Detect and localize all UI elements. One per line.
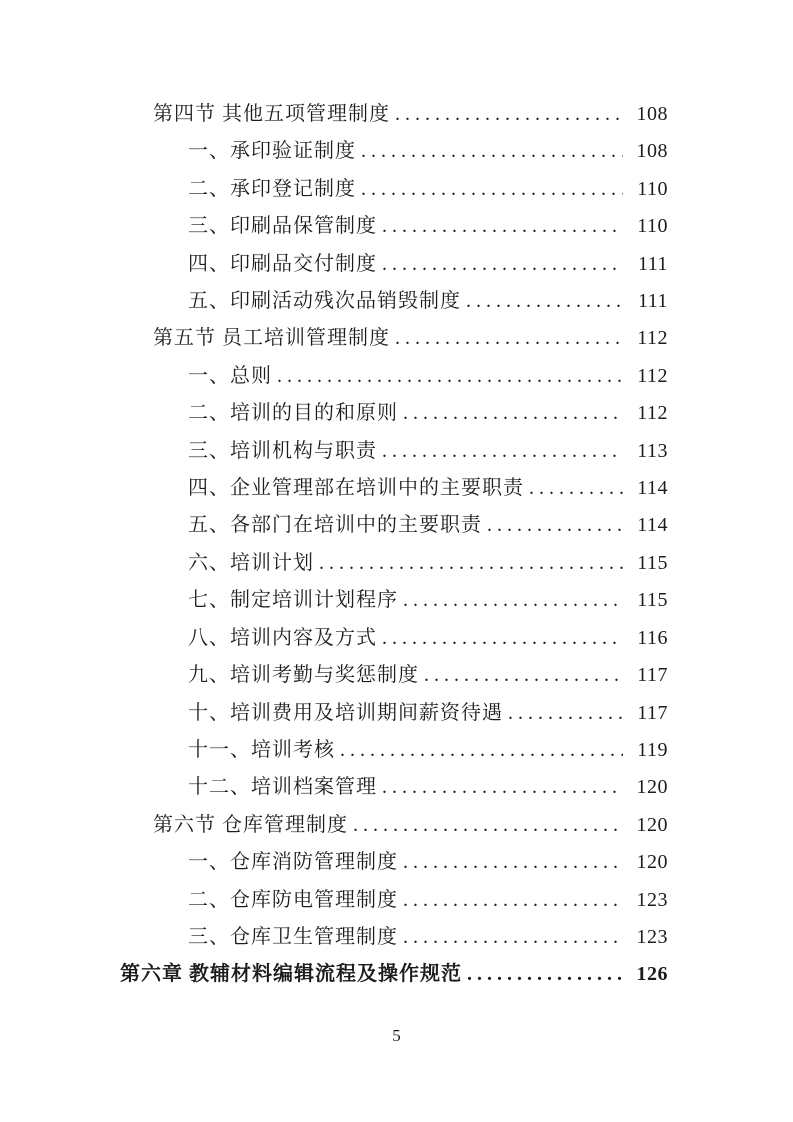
toc-entry-page-number: 114 — [637, 477, 668, 500]
dot-leader — [467, 956, 623, 993]
dot-leader — [382, 208, 623, 245]
toc-entry-page-number: 112 — [637, 327, 668, 350]
toc-entry — [120, 919, 668, 956]
toc-entry-title: 第六章 教辅材料编辑流程及操作规范 — [120, 963, 462, 986]
toc-entry — [120, 807, 668, 844]
toc-entry — [120, 246, 668, 283]
toc-entry-title: 六、培训计划 — [188, 551, 314, 574]
toc-entry-page-number: 114 — [637, 514, 668, 537]
toc-entry-page-number: 117 — [637, 664, 668, 687]
toc-entry — [120, 507, 668, 544]
toc-entry-title: 五、各部门在培训中的主要职责 — [188, 514, 482, 537]
toc-entry-page-number: 123 — [636, 925, 668, 948]
toc-entry-title: 二、仓库防电管理制度 — [188, 888, 398, 911]
toc-entry-title: 三、印刷品保管制度 — [188, 215, 377, 238]
toc-entry-page-number: 110 — [637, 177, 668, 200]
toc-entry — [120, 358, 668, 395]
toc-entry-title: 十、培训费用及培训期间薪资待遇 — [188, 701, 503, 724]
dot-leader — [403, 919, 623, 956]
dot-leader — [361, 171, 623, 208]
toc-entry — [120, 844, 668, 881]
dot-leader — [382, 769, 623, 806]
toc-entry-page-number: 112 — [637, 364, 668, 387]
toc-entry-title: 第四节 其他五项管理制度 — [153, 103, 390, 125]
toc-entry-page-number: 117 — [637, 701, 668, 724]
toc-entry — [120, 133, 668, 170]
dot-leader — [466, 283, 623, 320]
toc-entry-page-number: 112 — [637, 402, 668, 425]
dot-leader — [395, 96, 623, 133]
dot-leader — [382, 246, 623, 283]
toc-entry — [120, 582, 668, 619]
toc-entry-title: 第六节 仓库管理制度 — [153, 813, 348, 836]
toc-entry-page-number: 113 — [637, 439, 668, 462]
toc-entry-page-number: 126 — [636, 963, 668, 986]
dot-leader — [424, 657, 623, 694]
toc-entry-page-number: 120 — [636, 776, 668, 799]
toc-entry-page-number: 111 — [637, 252, 668, 275]
toc-entry-title: 九、培训考勤与奖惩制度 — [188, 664, 419, 687]
toc-entry-title: 一、承印验证制度 — [188, 140, 356, 163]
toc-entry — [120, 769, 668, 806]
toc-entry — [120, 470, 668, 507]
dot-leader — [361, 133, 623, 170]
toc-entry-title: 五、印刷活动残次品销毁制度 — [188, 290, 461, 313]
toc-entry — [120, 171, 668, 208]
toc-entry-page-number: 123 — [636, 888, 668, 911]
toc-entry — [120, 732, 668, 769]
toc-entry — [120, 433, 668, 470]
toc-entry-title: 一、总则 — [188, 364, 272, 387]
toc-entry-title: 七、制定培训计划程序 — [188, 589, 398, 612]
toc-entry-title: 十一、培训考核 — [188, 738, 335, 761]
toc-entry-page-number: 115 — [637, 551, 668, 574]
toc-entry-title: 三、仓库卫生管理制度 — [188, 925, 398, 948]
toc-entry-title: 二、培训的目的和原则 — [188, 402, 398, 425]
dot-leader — [353, 807, 623, 844]
dot-leader — [395, 320, 623, 357]
toc-entry — [120, 956, 668, 993]
toc-entry — [120, 395, 668, 432]
dot-leader — [403, 395, 623, 432]
toc-entry-page-number: 120 — [636, 851, 668, 874]
dot-leader — [529, 470, 623, 507]
dot-leader — [340, 732, 623, 769]
toc-entry — [120, 96, 668, 133]
dot-leader — [508, 695, 623, 732]
toc-entry-page-number: 116 — [637, 626, 668, 649]
toc-entry-title: 三、培训机构与职责 — [188, 439, 377, 462]
toc-entry-title: 十二、培训档案管理 — [188, 776, 377, 799]
dot-leader — [382, 433, 623, 470]
toc-entry-title: 二、承印登记制度 — [188, 177, 356, 200]
toc-entry — [120, 695, 668, 732]
toc-entry-title: 四、印刷品交付制度 — [188, 252, 377, 275]
dot-leader — [382, 620, 623, 657]
toc-entry-page-number: 110 — [637, 215, 668, 238]
toc-entry-page-number: 120 — [636, 813, 668, 836]
toc-entry-page-number: 115 — [637, 589, 668, 612]
dot-leader — [403, 882, 623, 919]
toc-entry — [120, 620, 668, 657]
toc-entry-page-number: 111 — [637, 290, 668, 313]
toc-entry — [120, 208, 668, 245]
table-of-contents — [120, 96, 668, 994]
toc-entry — [120, 657, 668, 694]
toc-entry — [120, 882, 668, 919]
toc-entry — [120, 545, 668, 582]
dot-leader — [319, 545, 623, 582]
dot-leader — [277, 358, 623, 395]
toc-entry-page-number: 119 — [637, 738, 668, 761]
toc-entry-title: 八、培训内容及方式 — [188, 626, 377, 649]
dot-leader — [487, 507, 623, 544]
dot-leader — [403, 844, 623, 881]
toc-entry — [120, 320, 668, 357]
toc-entry-page-number: 108 — [636, 140, 668, 163]
dot-leader — [403, 582, 623, 619]
footer-page-number: 5 — [392, 1026, 401, 1045]
toc-entry-title: 一、仓库消防管理制度 — [188, 851, 398, 874]
toc-entry-title: 四、企业管理部在培训中的主要职责 — [188, 477, 524, 500]
toc-entry-title: 第五节 员工培训管理制度 — [153, 327, 390, 350]
toc-entry — [120, 283, 668, 320]
toc-entry-page-number: 108 — [636, 103, 668, 125]
